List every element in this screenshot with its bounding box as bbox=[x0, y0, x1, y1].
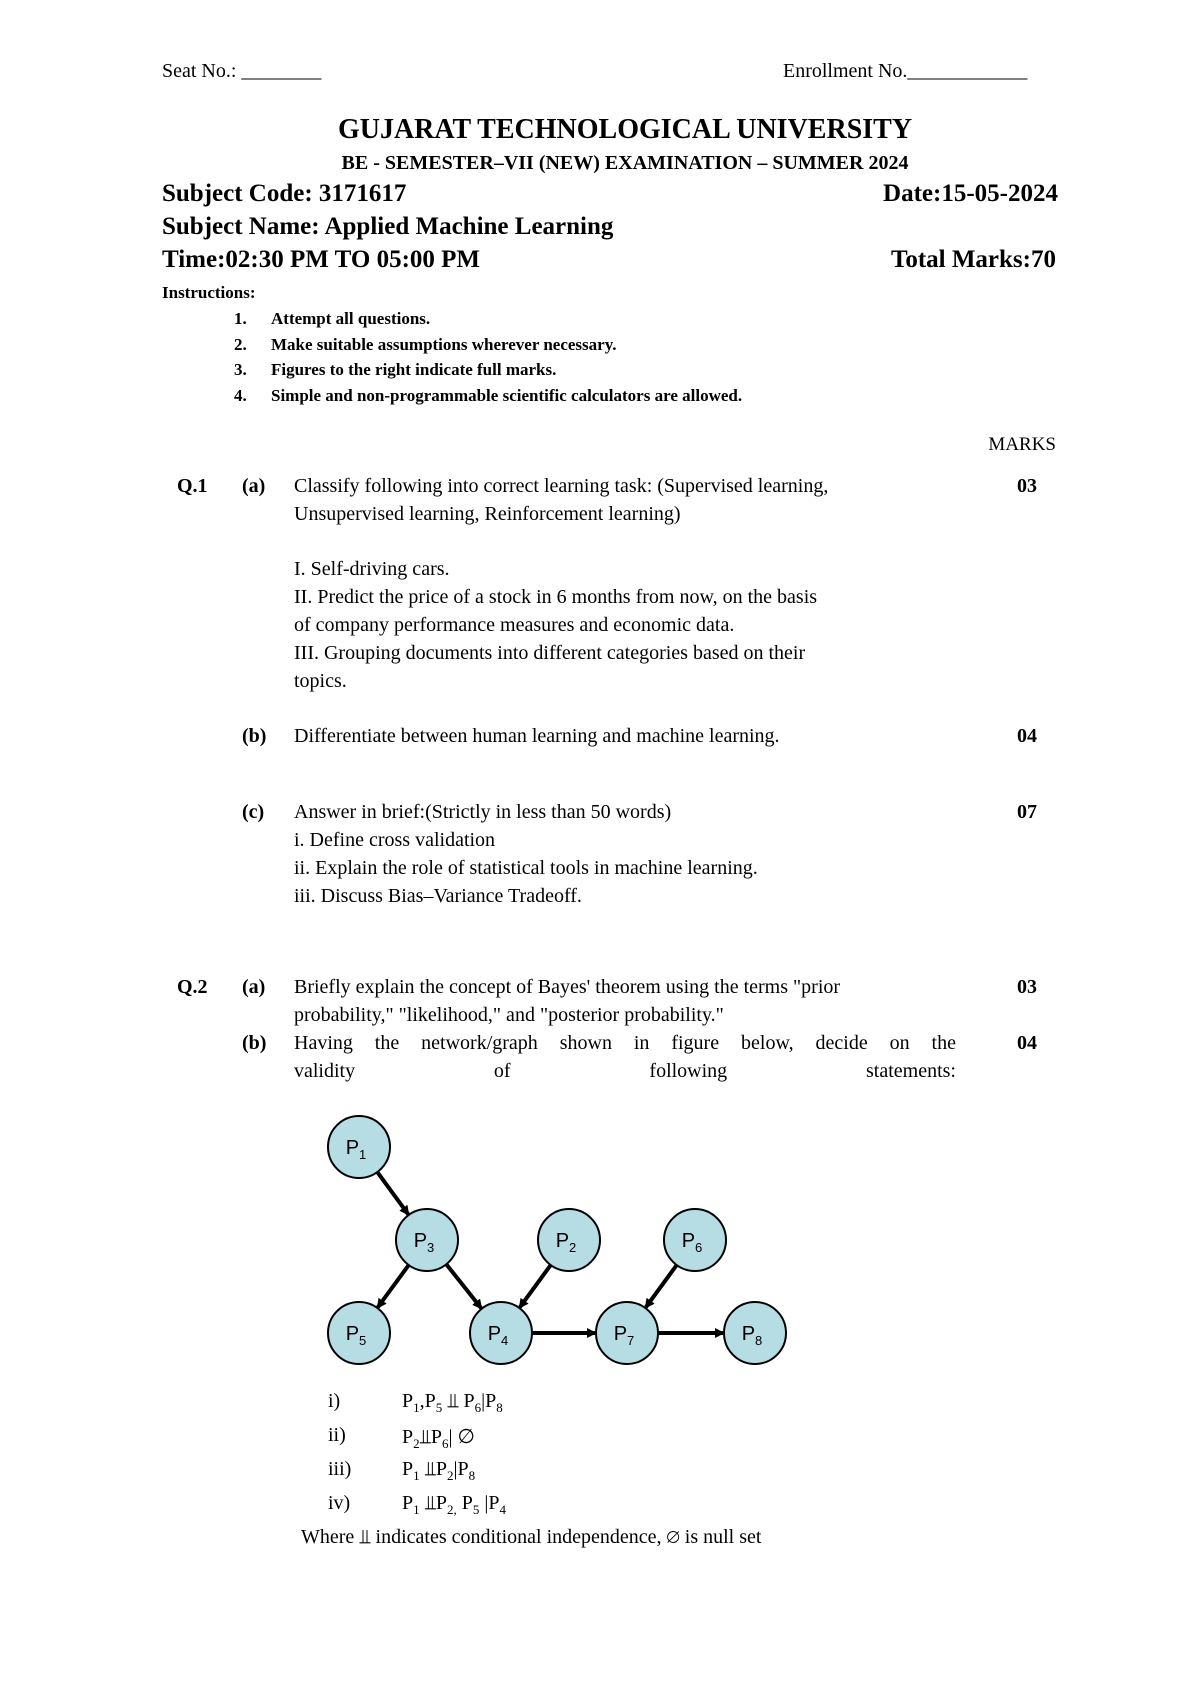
q2b-text: validity of following statements: bbox=[294, 1060, 956, 1082]
edge-P1-P3 bbox=[377, 1172, 408, 1214]
q2a-text: Briefly explain the concept of Bayes' theorem using the terms "prior bbox=[294, 976, 841, 998]
q1c-text: i. Define cross validation bbox=[294, 829, 496, 851]
statement-iii bbox=[402, 1458, 475, 1484]
question-1-label: Q.1 bbox=[177, 475, 208, 497]
node-P7 bbox=[596, 1302, 658, 1364]
statement-text: | ∅ bbox=[448, 1426, 475, 1448]
subscript: 5 bbox=[472, 1502, 480, 1517]
statement-text: ⫫P bbox=[419, 1458, 447, 1480]
q1a-item: I. Self-driving cars. bbox=[294, 558, 450, 580]
subject-name: Subject Name: Applied Machine Learning bbox=[162, 213, 614, 240]
statement-i-number: i) bbox=[328, 1390, 341, 1412]
node-label: $P_7$ bbox=[613, 1323, 635, 1348]
node-label: $P_3$ bbox=[413, 1230, 435, 1255]
node-label: $P_1$ bbox=[345, 1137, 367, 1162]
subscript: 4 bbox=[499, 1502, 507, 1517]
subscript: 2, bbox=[447, 1502, 457, 1517]
statement-i bbox=[402, 1390, 503, 1416]
edge-P2-P4 bbox=[520, 1265, 551, 1307]
exam-title: BE - SEMESTER–VII (NEW) EXAMINATION – SUMMER 2024 bbox=[341, 152, 909, 174]
instruction-number: 4. bbox=[234, 386, 247, 405]
subscript: 6 bbox=[474, 1400, 482, 1415]
subscript: 8 bbox=[468, 1468, 476, 1483]
statement-text: ⫫ P bbox=[442, 1390, 475, 1412]
edge-P3-P5 bbox=[378, 1265, 409, 1307]
node-P5 bbox=[328, 1302, 390, 1364]
statement-text: P bbox=[402, 1426, 414, 1448]
q1a-label: (a) bbox=[242, 475, 266, 497]
subscript: 5 bbox=[435, 1400, 443, 1415]
q1b-marks: 04 bbox=[1017, 725, 1037, 747]
node-label: $P_8$ bbox=[741, 1323, 763, 1348]
subscript: 1 bbox=[413, 1502, 420, 1517]
instruction-text: Figures to the right indicate full marks. bbox=[271, 360, 557, 379]
subscript: 1 bbox=[413, 1468, 420, 1483]
statement-text: ⫫P bbox=[419, 1492, 447, 1514]
statement-ii-number: ii) bbox=[328, 1424, 346, 1446]
q1a-item: II. Predict the price of a stock in 6 months from now, on the basis bbox=[294, 586, 818, 608]
node-label: $P_4$ bbox=[487, 1323, 509, 1348]
instruction-text: Simple and non-programmable scientific calculators are allowed. bbox=[271, 386, 743, 405]
q1a-text: Classify following into correct learning task: (Supervised learning, bbox=[294, 475, 829, 497]
statement-text: P bbox=[402, 1458, 414, 1480]
subscript: 8 bbox=[496, 1400, 503, 1415]
instructions-title: Instructions: bbox=[162, 283, 256, 302]
q2a-text: probability," "likelihood," and "posterior probability." bbox=[294, 1004, 724, 1026]
university-title: GUJARAT TECHNOLOGICAL UNIVERSITY bbox=[337, 114, 913, 145]
node-P6 bbox=[664, 1209, 726, 1271]
q1a-item: of company performance measures and economic data. bbox=[294, 614, 735, 636]
edge-P3-P4 bbox=[446, 1264, 481, 1308]
q2a-marks: 03 bbox=[1017, 976, 1037, 998]
subscript: 1 bbox=[413, 1400, 420, 1415]
statement-text: P bbox=[456, 1492, 473, 1514]
statement-iii-number: iii) bbox=[328, 1458, 352, 1480]
statement-text: |P bbox=[479, 1492, 500, 1514]
instruction-text: Attempt all questions. bbox=[271, 309, 431, 328]
total-marks: Total Marks:70 bbox=[890, 246, 1056, 273]
node-label: $P_5$ bbox=[345, 1323, 367, 1348]
subscript: 2 bbox=[447, 1468, 454, 1483]
question-2-label: Q.2 bbox=[177, 976, 208, 998]
q2a-label: (a) bbox=[242, 976, 266, 998]
statement-text: P bbox=[402, 1390, 414, 1412]
statement-text: P bbox=[402, 1492, 414, 1514]
instruction-text: Make suitable assumptions wherever necessary. bbox=[271, 335, 617, 354]
node-label: $P_6$ bbox=[681, 1230, 703, 1255]
subscript: 2 bbox=[413, 1436, 420, 1451]
node-label: $P_2$ bbox=[555, 1230, 577, 1255]
node-P2 bbox=[538, 1209, 600, 1271]
subscript: 6 bbox=[442, 1436, 449, 1451]
exam-time: Time:02:30 PM TO 05:00 PM bbox=[162, 246, 481, 273]
statement-text: |P bbox=[453, 1458, 469, 1480]
instruction-number: 3. bbox=[234, 360, 247, 379]
q2b-label: (b) bbox=[242, 1032, 267, 1054]
subject-code: Subject Code: 3171617 bbox=[162, 180, 407, 207]
edge-P6-P7 bbox=[646, 1265, 677, 1307]
q1c-text: ii. Explain the role of statistical tools in machine learning. bbox=[294, 857, 758, 879]
statement-text: ⫫P bbox=[419, 1426, 442, 1448]
q2b-marks: 04 bbox=[1017, 1032, 1037, 1054]
statement-ii bbox=[402, 1424, 475, 1452]
node-P8 bbox=[724, 1302, 786, 1364]
node-P4 bbox=[470, 1302, 532, 1364]
node-P1 bbox=[328, 1116, 390, 1178]
statement-iv bbox=[402, 1492, 506, 1518]
q1a-marks: 03 bbox=[1017, 475, 1037, 497]
enrollment-number-field: Enrollment No.____________ bbox=[783, 60, 1028, 82]
instruction-number: 2. bbox=[234, 335, 247, 354]
q1a-text: Unsupervised learning, Reinforcement learning) bbox=[294, 503, 681, 525]
q1a-item: topics. bbox=[294, 670, 347, 692]
q1c-text: Answer in brief:(Strictly in less than 50 words) bbox=[294, 801, 672, 823]
statement-iv-number: iv) bbox=[328, 1492, 351, 1514]
q1c-label: (c) bbox=[242, 801, 265, 823]
statement-text: |P bbox=[481, 1390, 497, 1412]
q2b-text: Having the network/graph shown in figure below, decide on the bbox=[294, 1032, 956, 1054]
statement-footnote: Where ⫫ indicates conditional independence, ∅ is null set bbox=[301, 1526, 762, 1548]
node-P3 bbox=[396, 1209, 458, 1271]
instruction-number: 1. bbox=[234, 309, 247, 328]
q1c-text: iii. Discuss Bias–Variance Tradeoff. bbox=[294, 885, 582, 907]
q1b-text: Differentiate between human learning and machine learning. bbox=[294, 725, 780, 747]
seat-number-field: Seat No.: ________ bbox=[162, 60, 322, 82]
q1a-item: III. Grouping documents into different categories based on their bbox=[294, 642, 806, 664]
marks-column-header: MARKS bbox=[988, 434, 1056, 455]
statement-text: ,P bbox=[419, 1390, 436, 1412]
exam-date: Date:15-05-2024 bbox=[883, 180, 1058, 207]
q1c-marks: 07 bbox=[1017, 801, 1037, 823]
q1b-label: (b) bbox=[242, 725, 267, 747]
